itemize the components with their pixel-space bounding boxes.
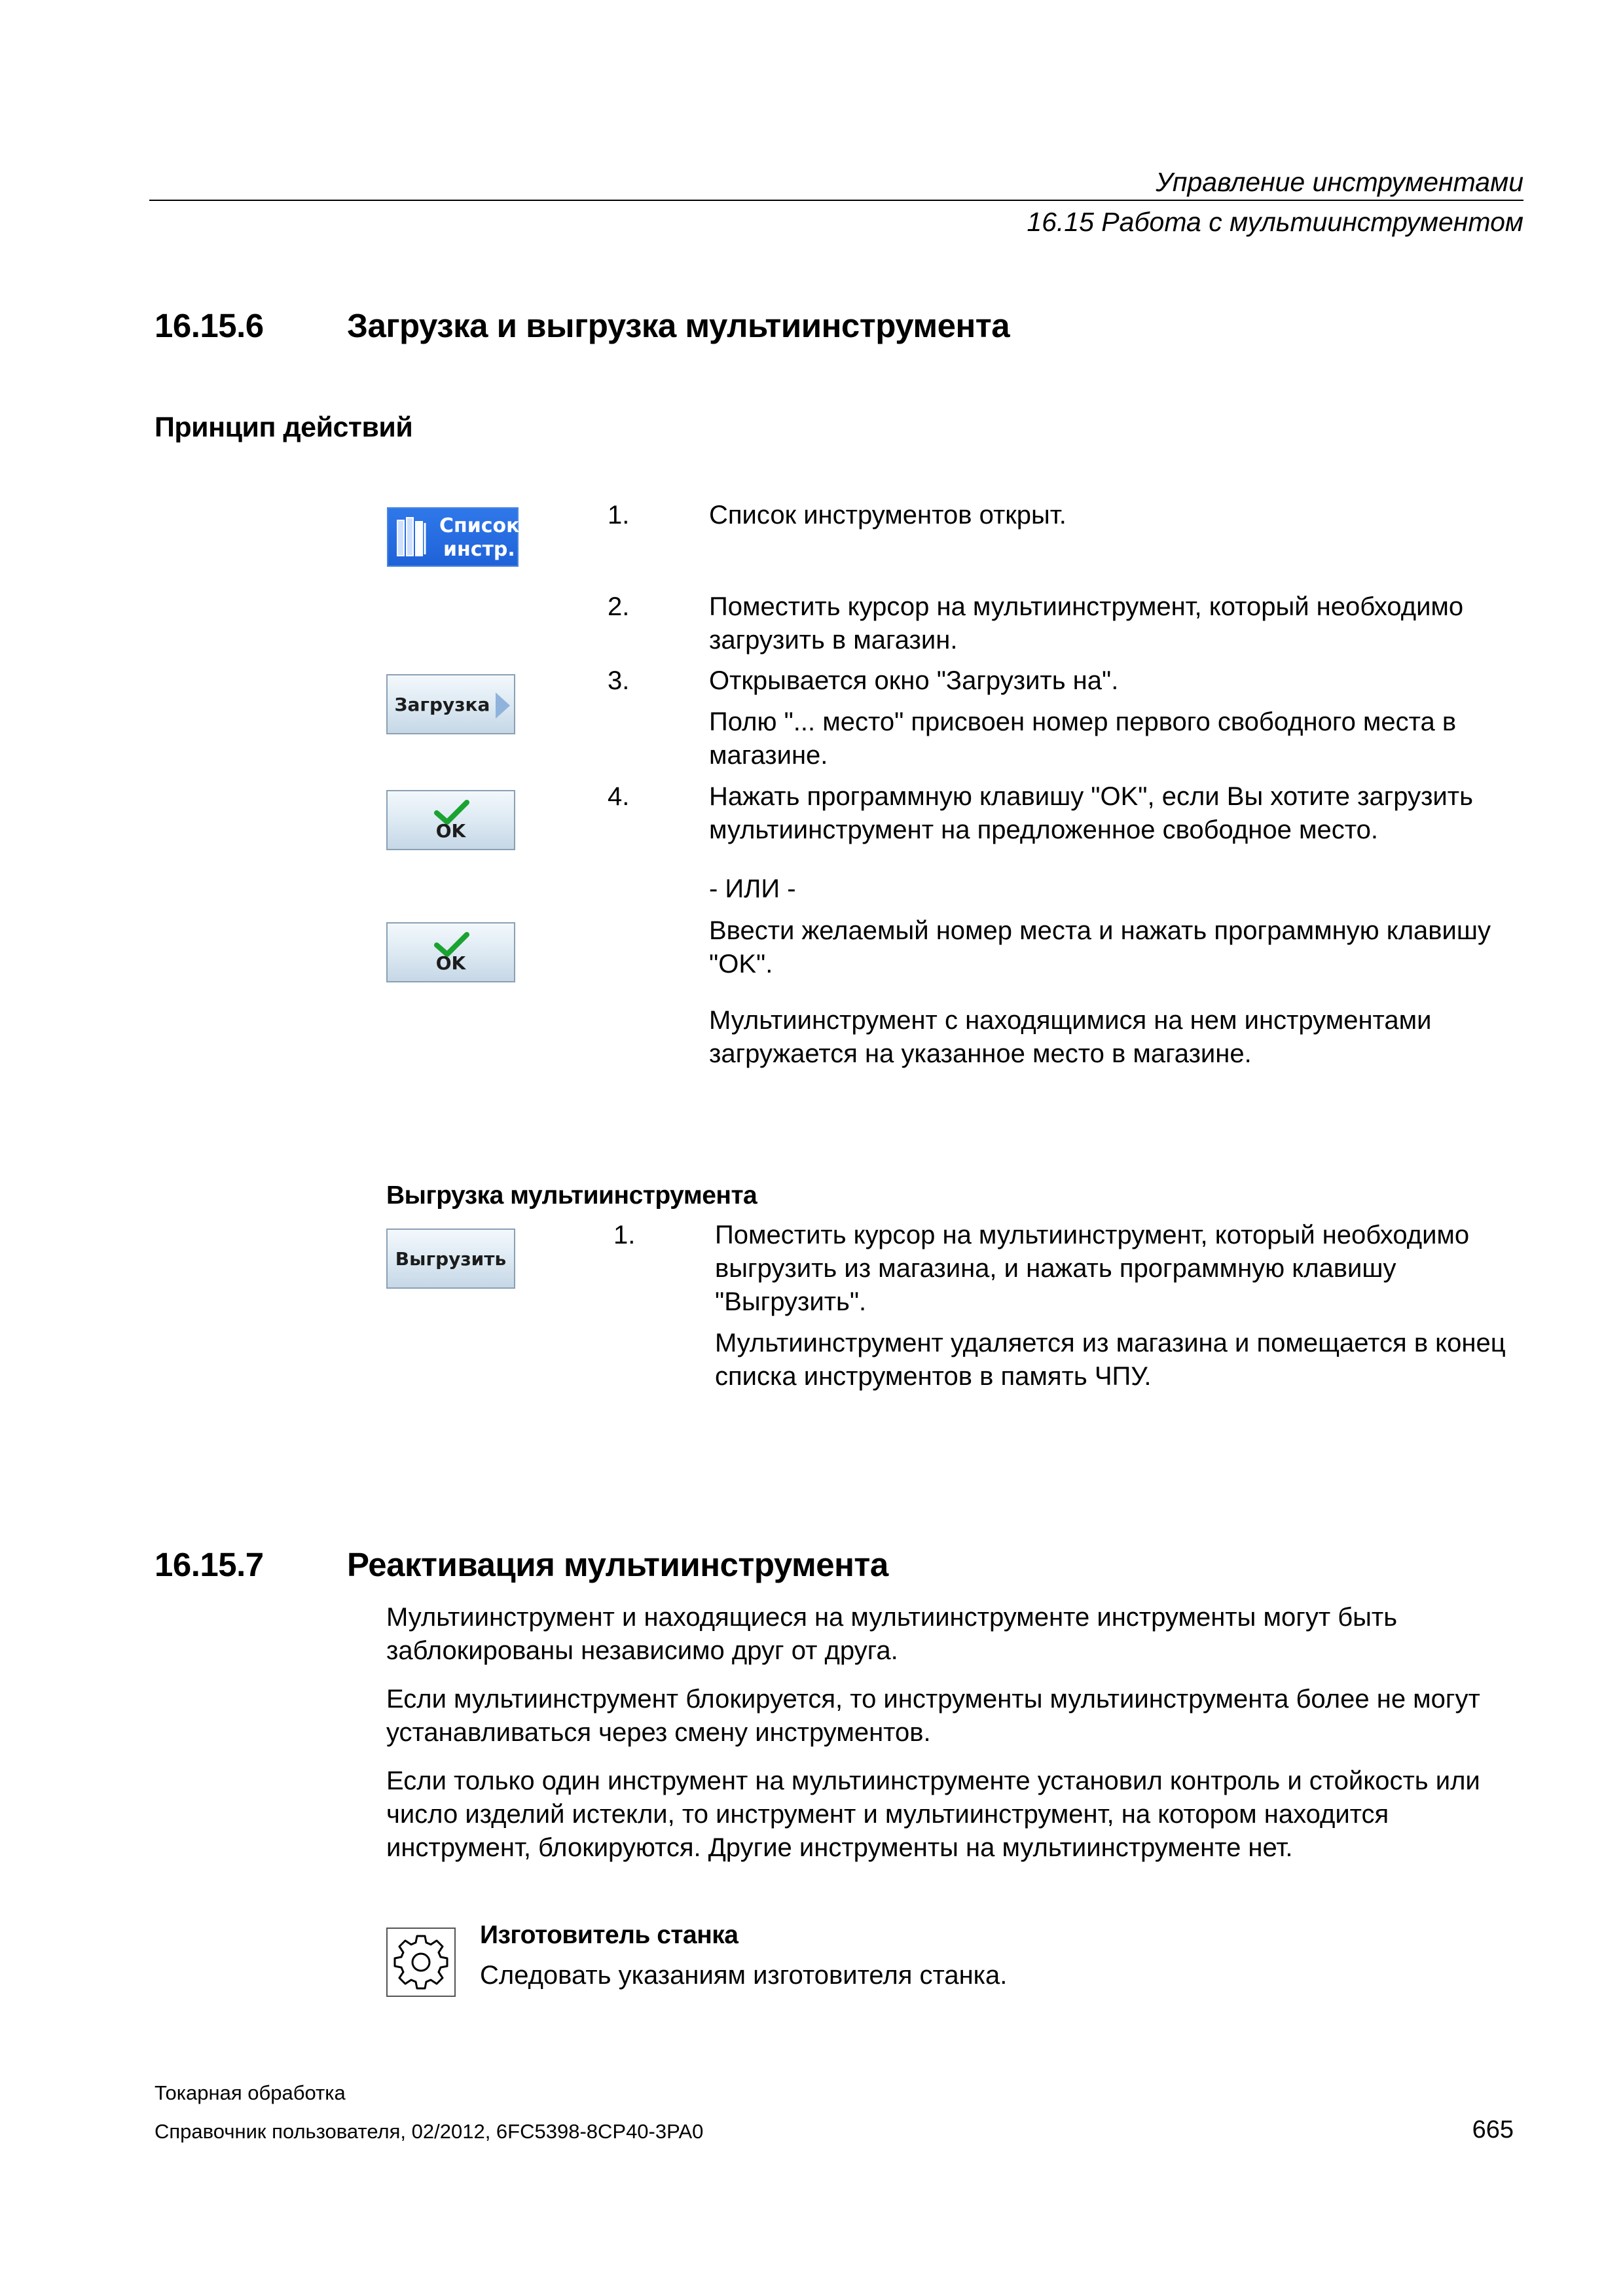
- step-text: Список инструментов открыт.: [709, 501, 1067, 529]
- step-number: 3.: [608, 666, 630, 695]
- arrow-right-icon: [496, 692, 510, 719]
- step-note: Полю "... место" присвоен номер первого свободного места в магазине.: [709, 708, 1457, 770]
- step-number: 4.: [608, 782, 630, 811]
- step-text: Поместить курсор на мультиинструмент, который необходимо загрузить в магазин.: [709, 592, 1464, 655]
- ok-softkey[interactable]: [386, 790, 515, 850]
- tool-list-label-1: Список: [439, 514, 520, 537]
- header-section: 16.15 Работа с мультиинструментом: [1027, 207, 1523, 237]
- header-chapter: Управление инструментами: [1156, 167, 1523, 197]
- unload-title: Выгрузка мультиинструмента: [386, 1181, 757, 1210]
- paragraph: Мультиинструмент и находящиеся на мультиинструменте инструменты могут быть заблокированы независимо друг от друга.: [386, 1603, 1398, 1665]
- section-number: 16.15.7: [155, 1546, 264, 1583]
- step-number: 2.: [608, 592, 630, 621]
- page-number: 665: [1472, 2116, 1514, 2144]
- footer-manual-info: Справочник пользователя, 02/2012, 6FC5398-8CP40-3PA0: [155, 2120, 704, 2143]
- alt-text: Ввести желаемый номер места и нажать программную клавишу "OK".: [709, 916, 1491, 978]
- step-number: 1.: [608, 501, 630, 529]
- machine-manufacturer-icon-box: [386, 1928, 456, 1997]
- tool-list-icon: [395, 516, 434, 560]
- note-title: Изготовитель станка: [480, 1921, 739, 1949]
- paragraph: Если мультиинструмент блокируется, то инструменты мультиинструмента более не могут устанавливаться через смену инструментов.: [386, 1685, 1480, 1747]
- paragraph: Если только один инструмент на мультиинструменте установил контроль и стойкость или число изделий истекли, то инструмент и мультиинструмент, на котором находится инструмент, блокируются. Другие инструменты на мультиинструменте нет.: [386, 1767, 1480, 1862]
- load-softkey-label: Загрузка: [394, 693, 490, 715]
- subheading: Принцип действий: [155, 412, 413, 443]
- unload-softkey-label: Выгрузить: [395, 1247, 507, 1270]
- tool-list-softkey[interactable]: [387, 507, 519, 567]
- section-title: Загрузка и выгрузка мультиинструмента: [347, 307, 1010, 344]
- section-number: 16.15.6: [155, 307, 264, 344]
- step-number: 1.: [613, 1221, 636, 1249]
- load-softkey[interactable]: [386, 674, 515, 734]
- note-text: Следовать указаниям изготовителя станка.: [480, 1961, 1008, 1990]
- unload-result-text: Мультиинструмент удаляется из магазина и помещается в конец списка инструментов в память ЧПУ.: [715, 1329, 1506, 1391]
- gear-icon: [388, 1929, 454, 1996]
- section-title: Реактивация мультиинструмента: [347, 1546, 888, 1583]
- unload-step-text: Поместить курсор на мультиинструмент, который необходимо выгрузить из магазина, и нажать программную клавишу "Выгрузить".: [715, 1221, 1470, 1316]
- unload-softkey[interactable]: [386, 1229, 515, 1289]
- result-text: Мультиинструмент с находящимися на нем инструментами загружается на указанное место в магазине.: [709, 1006, 1432, 1068]
- header-rule: [149, 200, 1523, 201]
- footer-product: Токарная обработка: [155, 2081, 346, 2104]
- step-text: Открывается окно "Загрузить на".: [709, 666, 1119, 695]
- step-text: Нажать программную клавишу "OK", если Вы хотите загрузить мультиинструмент на предложенное свободное место.: [709, 782, 1473, 844]
- ok-softkey-alt[interactable]: [386, 922, 515, 982]
- tool-list-label-2: инстр.: [443, 538, 515, 561]
- or-separator: - ИЛИ -: [709, 874, 796, 903]
- ok-softkey-label: OK: [435, 820, 466, 842]
- ok-softkey-alt-label: OK: [435, 952, 466, 974]
